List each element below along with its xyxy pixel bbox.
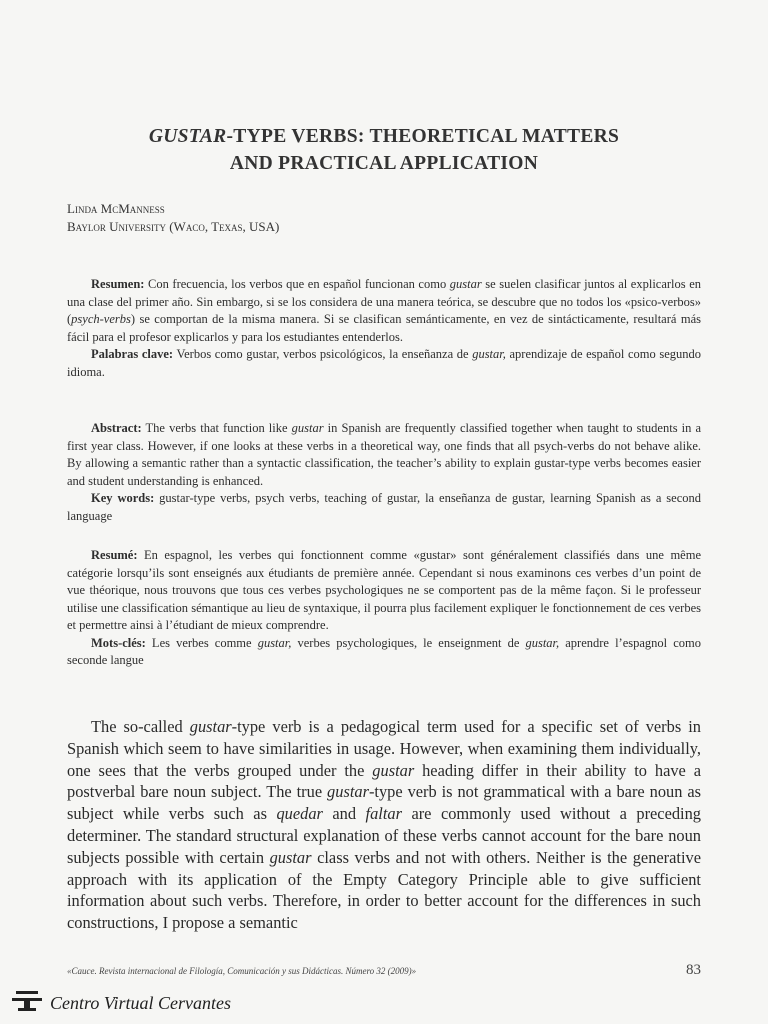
mots-cles-paragraph bbox=[67, 635, 701, 670]
palabras-clave-label: Palabras clave: bbox=[91, 347, 174, 361]
resume-paragraph bbox=[67, 547, 701, 635]
title-line-2: AND PRACTICAL APPLICATION bbox=[229, 153, 539, 174]
body-span: The so-called bbox=[91, 717, 190, 736]
abstract-text: in Spanish are frequently classified together when taught to students in a first year class. However, if one looks at these verbs in a theoretical way, one finds that all psych-verbs do not behave alike. By allowing a semantic rather than a syntactic classification, the teacher’s ability to explain gustar-type verbs becomes easier and student understanding is enhanced. bbox=[67, 421, 701, 488]
cervantes-logo-icon bbox=[10, 989, 44, 1017]
mots-cles-text: aprendre l’espagnol como seconde langue bbox=[67, 635, 702, 667]
abstract-block bbox=[67, 420, 701, 525]
body-italic: faltar bbox=[365, 804, 402, 824]
resume-label: Resumé: bbox=[91, 548, 138, 562]
body-text bbox=[67, 716, 701, 934]
abstract-label: Abstract: bbox=[91, 421, 142, 435]
palabras-clave-italic: gustar, bbox=[472, 347, 506, 361]
body-span: and bbox=[322, 804, 366, 824]
key-words-paragraph bbox=[67, 490, 701, 525]
body-italic: gustar bbox=[189, 717, 232, 736]
mots-cles-text: Les verbes comme bbox=[145, 635, 258, 650]
resumen-italic: psych-verbs bbox=[71, 312, 131, 326]
paper-title bbox=[60, 123, 708, 177]
abstract-italic: gustar bbox=[291, 421, 324, 435]
body-italic: gustar bbox=[372, 760, 415, 780]
author-name: Linda McManness bbox=[67, 201, 165, 216]
journal-citation: «Cauce. Revista internacional de Filología, Comunicación y sus Didácticas. Número 32 (2009)» bbox=[67, 966, 417, 976]
resumen-italic: gustar bbox=[449, 277, 482, 291]
key-words-text: gustar-type verbs, psych verbs, teaching of gustar, la enseñanza de gustar, learning Spanish as a second language bbox=[67, 491, 702, 523]
resume-block bbox=[67, 547, 701, 670]
title-line-1-rest: -TYPE VERBS: THEORETICAL MATTERS bbox=[226, 126, 620, 147]
abstract-text: The verbs that function like bbox=[141, 421, 292, 435]
palabras-clave-text: Verbos como gustar, verbos psicológicos, la enseñanza de bbox=[173, 347, 473, 361]
resumen-paragraph bbox=[67, 276, 701, 346]
page-number: 83 bbox=[686, 962, 701, 978]
resumen-text: Con frecuencia, los verbos que en español funcionan como bbox=[144, 277, 450, 291]
resumen-label: Resumen: bbox=[91, 277, 145, 291]
cervantes-logo[interactable] bbox=[10, 988, 231, 1018]
key-words-label: Key words: bbox=[91, 491, 155, 505]
mots-cles-text: verbes psychologiques, le enseignment de bbox=[291, 635, 526, 650]
body-span: are commonly used without a preceding determiner. The standard structural explanation of these verbs cannot account for the bare noun subjects possible with certain bbox=[67, 804, 701, 867]
cervantes-logo-text: Centro Virtual Cervantes bbox=[50, 992, 231, 1013]
body-span: -type verb is not grammatical with a bare noun as subject while verbs such as bbox=[67, 782, 701, 824]
resume-text: En espagnol, les verbes qui fonctionnent comme «gustar» sont généralement classifiés dans une même catégorie lorsqu’ils sont enseignés aux étudiants de première année. Cependant si nous examinons ces verbes d’un point de vue théorique, nous trouvons que tous ces verbes psychologiques ne se comportent pas de la même façon. Si le professeur utilise une classification sémantique au lieu de syntaxique, il pourra plus facilement expliquer le fonctionnement de ces verbes et permettre ainsi à l’étudiant de mieux comprendre. bbox=[67, 548, 701, 632]
body-italic: gustar bbox=[327, 782, 369, 802]
body-span: -type verb is a pedagogical term used for a specific set of verbs in Spanish which seem to have similarities in usage. However, when examining them individually, one sees that the verbs grouped under the bbox=[67, 717, 701, 780]
palabras-clave-paragraph bbox=[67, 346, 701, 381]
body-italic: gustar bbox=[269, 847, 312, 867]
body-paragraph bbox=[67, 716, 701, 934]
body-span: class verbs and not with others. Neither is the generative approach with its application of the Empty Category Principle able to give sufficient information about such verbs. Therefore, in order to better account for the differences in such constructions, I propose a semantic bbox=[67, 847, 701, 933]
body-italic: quedar bbox=[276, 804, 323, 824]
palabras-clave-text: aprendizaje de español como segundo idioma. bbox=[67, 347, 701, 379]
resumen-text: se suelen clasificar juntos al explicarlos en una clase del primer año. Sin embargo, si se los considera de una manera teórica, se descubre que no todos los «psico-verbos» ( bbox=[67, 277, 701, 326]
author-affiliation: Baylor University (Waco, Texas, USA) bbox=[67, 219, 280, 234]
title-italic-word: GUSTAR bbox=[148, 126, 227, 147]
mots-cles-italic: gustar, bbox=[525, 635, 560, 650]
author-block bbox=[67, 200, 279, 236]
mots-cles-label: Mots-clés: bbox=[91, 635, 146, 650]
resumen-text: ) se comportan de la misma manera. Si se clasifican semánticamente, en vez de sintácticamente, resultará más fácil para el profesor explicarlos y para los estudiantes entenderlos. bbox=[67, 312, 701, 344]
resumen-block bbox=[67, 276, 701, 381]
body-span: heading differ in their ability to have a postverbal bare noun subject. The true bbox=[67, 760, 701, 802]
abstract-paragraph bbox=[67, 420, 701, 490]
mots-cles-italic: gustar, bbox=[257, 635, 292, 650]
title-line-1 bbox=[60, 123, 708, 150]
